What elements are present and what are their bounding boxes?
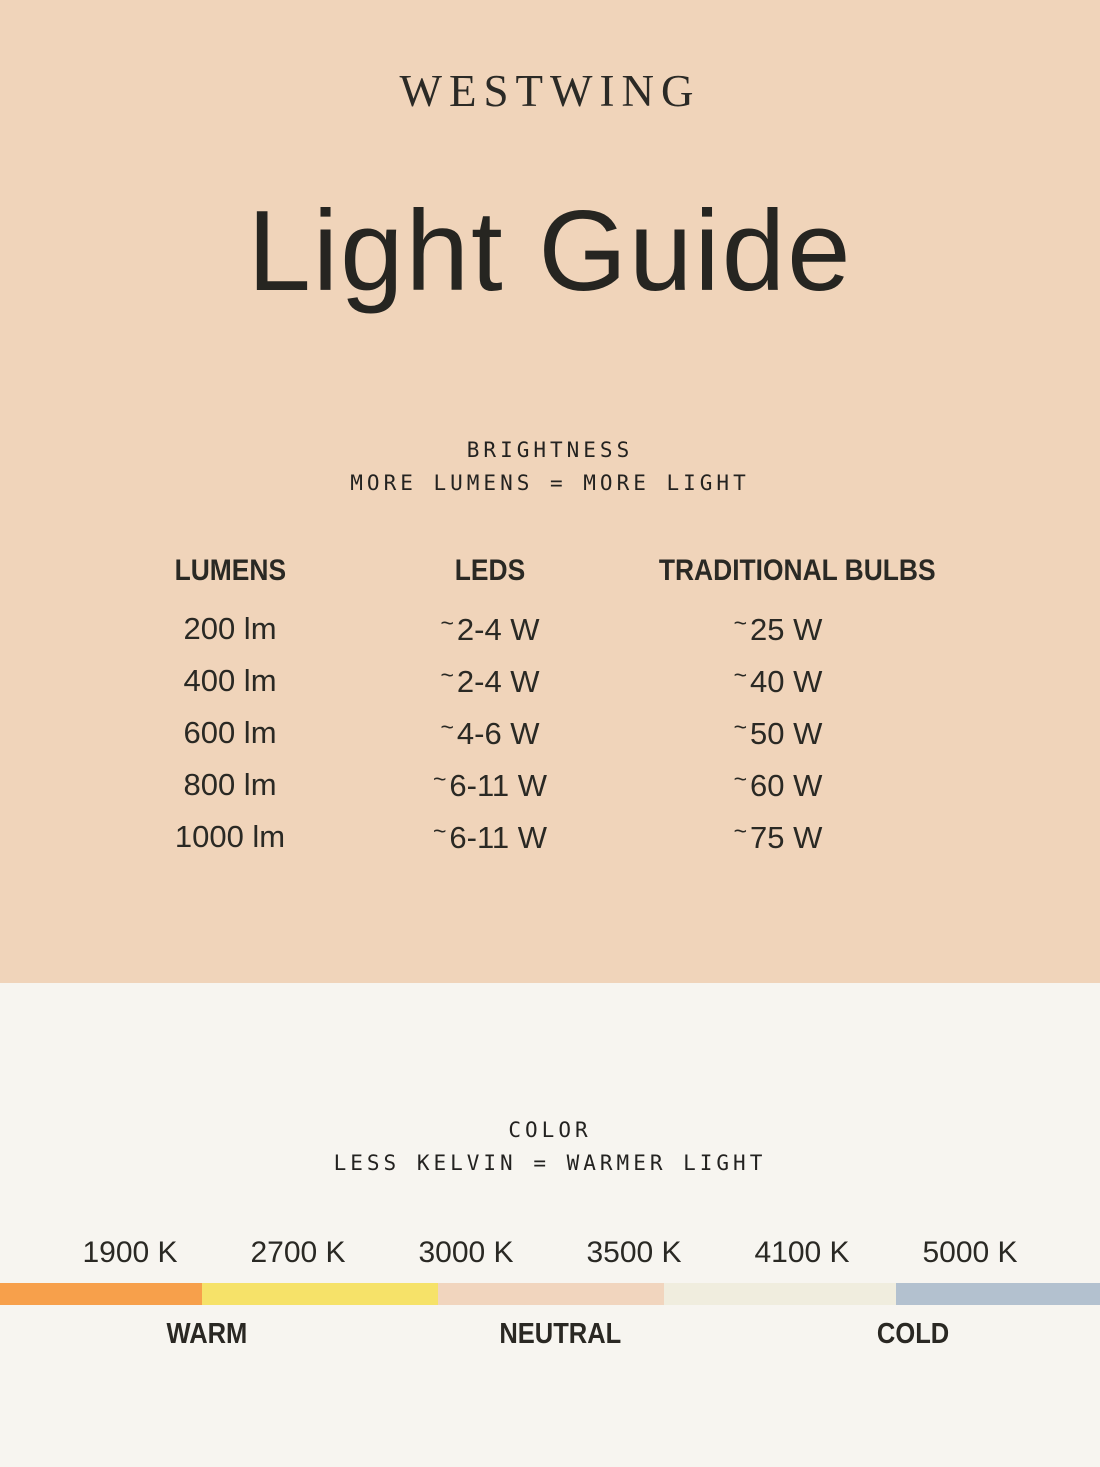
kelvin-label: 3000 K — [418, 1236, 514, 1269]
leds-value: ~2-4 W — [440, 610, 540, 647]
column-header-bulbs: TRADITIONAL BULBS — [658, 554, 936, 587]
approx-symbol: ~ — [440, 662, 454, 688]
approx-symbol: ~ — [733, 818, 748, 844]
approx-symbol: ~ — [733, 766, 748, 792]
table-row — [0, 759, 1100, 811]
temperature-label-cold: COLD — [877, 1318, 950, 1350]
scale-segment-cold-blue — [896, 1283, 1100, 1305]
leds-value: ~4-6 W — [440, 714, 540, 751]
lumens-table — [0, 551, 1100, 863]
scale-segment-warm-orange — [0, 1283, 202, 1305]
kelvin-labels-row — [0, 1236, 1100, 1270]
table-body — [0, 603, 1100, 863]
approx-symbol: ~ — [733, 610, 748, 636]
kelvin-label: 5000 K — [922, 1236, 1018, 1269]
bulbs-value: ~40 W — [733, 662, 823, 699]
brightness-heading-block — [0, 434, 1100, 500]
kelvin-label: 1900 K — [82, 1236, 178, 1269]
approx-symbol: ~ — [432, 818, 447, 844]
table-row — [0, 603, 1100, 655]
kelvin-label: 2700 K — [250, 1236, 346, 1269]
color-subheading: LESS KELVIN = WARMER LIGHT — [333, 1151, 767, 1175]
bulbs-value: ~25 W — [733, 610, 823, 647]
table-header-row — [0, 551, 1100, 591]
leds-value: ~2-4 W — [440, 662, 540, 699]
kelvin-label: 3500 K — [586, 1236, 682, 1269]
column-header-lumens: LUMENS — [174, 554, 286, 587]
column-header-leds: LEDS — [454, 554, 526, 587]
color-heading: COLOR — [508, 1118, 592, 1142]
bulbs-value: ~75 W — [733, 818, 823, 855]
approx-symbol: ~ — [733, 662, 748, 688]
table-row — [0, 811, 1100, 863]
page-title: Light Guide — [247, 188, 853, 315]
temperature-labels-row — [0, 1317, 1100, 1351]
lumens-value: 600 lm — [183, 715, 277, 750]
color-heading-block — [0, 983, 1100, 1180]
brightness-subheading: MORE LUMENS = MORE LIGHT — [350, 471, 750, 495]
bulbs-value: ~50 W — [733, 714, 823, 751]
approx-symbol: ~ — [733, 714, 748, 740]
lumens-value: 400 lm — [183, 663, 277, 698]
brightness-heading: BRIGHTNESS — [466, 438, 634, 462]
temperature-label-warm: WARM — [166, 1318, 248, 1350]
leds-value: ~6-11 W — [432, 818, 548, 855]
lumens-value: 1000 lm — [174, 819, 286, 854]
approx-symbol: ~ — [440, 714, 454, 740]
table-row — [0, 655, 1100, 707]
scale-segment-neutral-peach — [438, 1283, 665, 1305]
kelvin-label: 4100 K — [754, 1236, 850, 1269]
temperature-label-neutral: NEUTRAL — [499, 1318, 621, 1350]
lumens-value: 200 lm — [183, 611, 277, 646]
approx-symbol: ~ — [432, 766, 447, 792]
scale-segment-warm-yellow — [202, 1283, 437, 1305]
bulbs-value: ~60 W — [733, 766, 823, 803]
color-temperature-scale — [0, 1283, 1100, 1305]
lumens-value: 800 lm — [183, 767, 277, 802]
scale-segment-neutral-cream — [664, 1283, 896, 1305]
approx-symbol: ~ — [440, 610, 454, 636]
brand-logo: WESTWING — [399, 66, 701, 116]
table-row — [0, 707, 1100, 759]
leds-value: ~6-11 W — [432, 766, 548, 803]
color-section — [0, 983, 1100, 1467]
